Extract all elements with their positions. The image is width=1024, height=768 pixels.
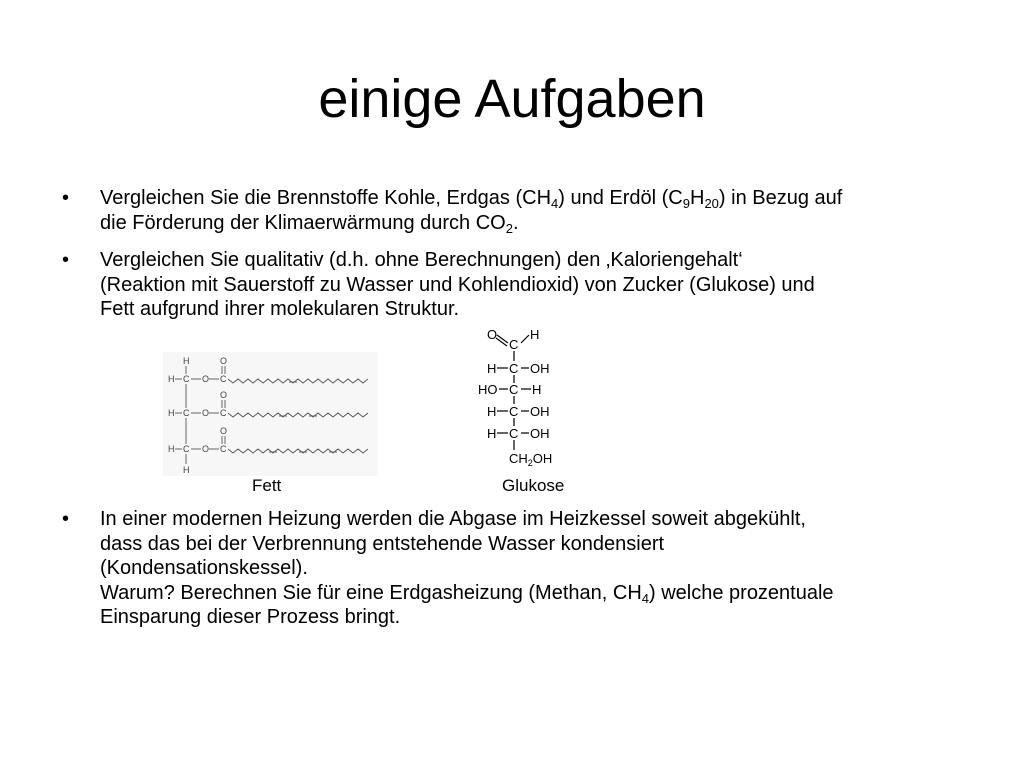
svg-text:OH: OH — [530, 404, 550, 419]
svg-text:HO: HO — [478, 382, 498, 397]
bullet-3-line-5: Einsparung dieser Prozess bringt. — [100, 606, 401, 628]
bullet-2-line-2: (Reaktion mit Sauerstoff zu Wasser und Kohlendioxid) von Zucker (Glukose) und — [100, 273, 815, 296]
bullet-2-text — [100, 248, 960, 322]
svg-text:C: C — [183, 374, 190, 384]
svg-text:O: O — [202, 444, 210, 454]
bullet-2-line-1: Vergleichen Sie qualitativ (d.h. ohne Berechnungen) den ‚Kaloriengehalt‘ — [100, 249, 743, 271]
fett-structure-svg — [163, 352, 378, 476]
svg-text:O: O — [220, 356, 228, 366]
svg-text:H: H — [532, 382, 542, 397]
svg-text:O: O — [202, 408, 210, 418]
bullet-3-line-4: Warum? Berechnen Sie für eine Erdgasheizung (Methan, $CH_4$) welche prozentuale — [100, 581, 834, 606]
svg-text:O: O — [202, 374, 210, 384]
svg-text:C: C — [220, 408, 227, 418]
svg-text:H: H — [168, 408, 175, 418]
svg-text:CH2OH: $CH_2OH$ — [509, 451, 553, 468]
svg-text:C: C — [183, 408, 190, 418]
bullet-1-line-1: Vergleichen Sie die Brennstoffe Kohle, Erdgas $(CH_4)$ und Erdöl $(C_9H_{20})$ in Bezug auf — [100, 187, 843, 211]
svg-text:H: H — [487, 361, 497, 376]
svg-text:C: C — [183, 444, 190, 454]
bullet-dot: • — [62, 187, 70, 209]
bullet-dot: • — [62, 249, 70, 271]
bullet-2-line-3: Fett aufgrund ihrer molekularen Struktur. — [100, 298, 460, 320]
bullet-3-text — [100, 507, 960, 630]
svg-text:C: C — [509, 404, 519, 419]
bullet-3-line-1: In einer modernen Heizung werden die Abgase im Heizkessel soweit abgekühlt, — [100, 508, 806, 530]
bullet-1-text — [100, 186, 960, 235]
svg-text:C: C — [509, 426, 519, 441]
svg-text:O: O — [220, 426, 228, 436]
svg-text:H: H — [168, 374, 175, 384]
svg-text:C: C — [509, 337, 519, 352]
svg-text:C: C — [220, 444, 227, 454]
svg-text:OH: OH — [530, 361, 550, 376]
svg-text:C: C — [509, 382, 519, 397]
svg-text:H: H — [168, 444, 175, 454]
slide-title: einige Aufgaben — [318, 69, 706, 129]
svg-text:O: O — [220, 390, 228, 400]
glukose-structure-figure — [470, 326, 580, 470]
fett-structure-figure — [163, 352, 378, 476]
fett-caption: Fett — [252, 476, 282, 495]
svg-text:H: H — [183, 465, 190, 475]
bullet-dot: • — [62, 508, 70, 530]
svg-text:OH: OH — [530, 426, 550, 441]
bullet-3-line-3: (Kondensationskessel). — [100, 557, 308, 579]
svg-text:H: H — [487, 426, 497, 441]
svg-text:H: H — [183, 356, 190, 366]
svg-text:C: C — [509, 361, 519, 376]
svg-text:H: H — [487, 404, 497, 419]
svg-text:C: C — [220, 374, 227, 384]
svg-text:O: O — [487, 327, 498, 342]
bullet-1-line-2: die Förderung der Klimaerwärmung durch $CO_2$. — [100, 211, 519, 236]
bullet-3-line-2: dass das bei der Verbrennung entstehende Wasser kondensiert — [100, 532, 665, 555]
svg-text:H: H — [530, 327, 540, 342]
glukose-caption: Glukose — [502, 476, 565, 495]
